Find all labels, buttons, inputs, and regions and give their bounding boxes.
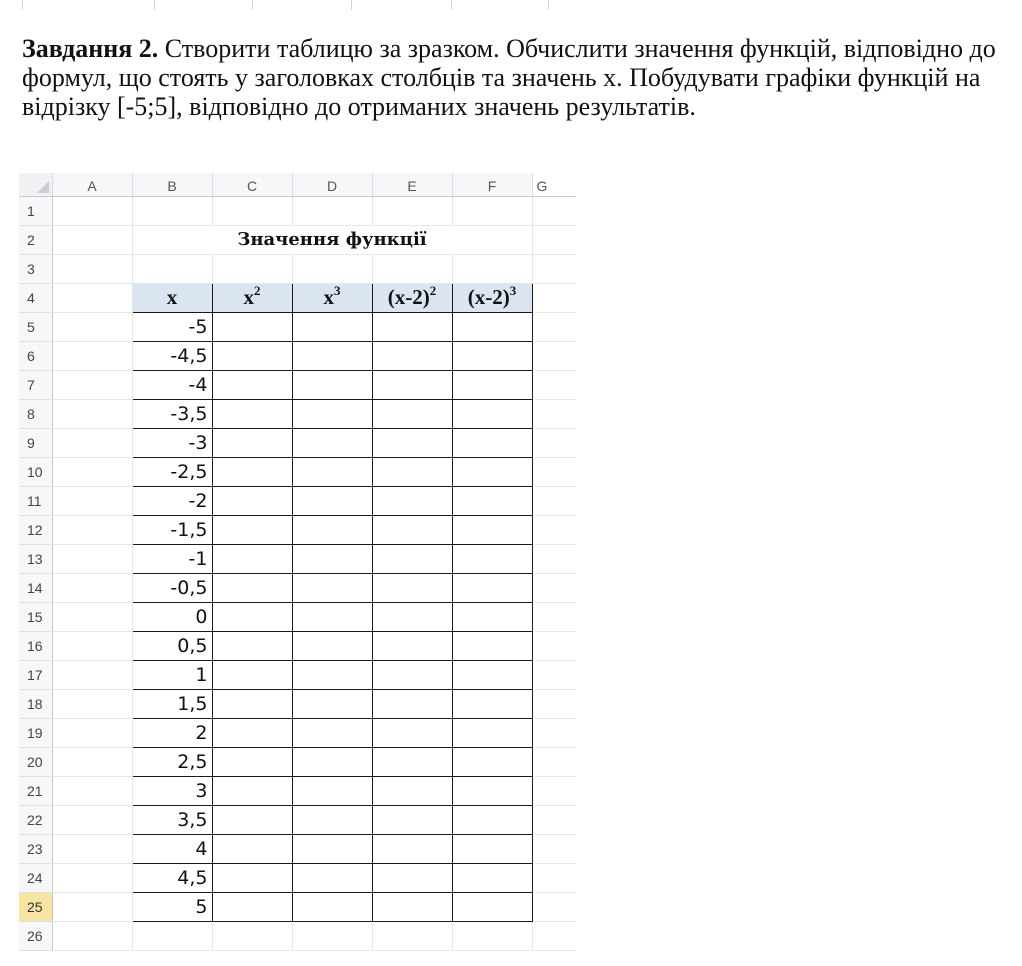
spreadsheet xyxy=(19,173,576,951)
header-x-minus-2-cubed[interactable] xyxy=(452,283,532,312)
cell-b26[interactable] xyxy=(132,921,212,950)
row-header-21[interactable]: 21 xyxy=(19,776,52,805)
cell-a19[interactable] xyxy=(52,718,132,747)
cell-a14[interactable] xyxy=(52,573,132,602)
row-header-6[interactable]: 6 xyxy=(19,341,52,370)
cell-b3[interactable] xyxy=(132,254,212,283)
result-cell-f13[interactable] xyxy=(452,544,532,573)
cell-a6[interactable] xyxy=(52,341,132,370)
cell-g25[interactable] xyxy=(532,892,576,921)
row-header-8[interactable]: 8 xyxy=(19,399,52,428)
sheet-row-26 xyxy=(19,921,576,950)
header-x-squared-base: x xyxy=(243,285,254,309)
result-cell-f7[interactable] xyxy=(452,370,532,399)
cell-a4[interactable] xyxy=(52,283,132,312)
sheet-row-24 xyxy=(19,863,576,892)
header-x-cubed-base: x xyxy=(323,285,334,309)
cell-a24[interactable] xyxy=(52,863,132,892)
result-cell-e13[interactable] xyxy=(372,544,452,573)
header-x-base: x xyxy=(166,285,178,309)
cell-e1[interactable] xyxy=(372,196,452,225)
result-cell-f6[interactable] xyxy=(452,341,532,370)
cell-g16[interactable] xyxy=(532,631,576,660)
cell-f26[interactable] xyxy=(452,921,532,950)
cell-g13[interactable] xyxy=(532,544,576,573)
row-header-12[interactable]: 12 xyxy=(19,515,52,544)
result-cell-e12[interactable] xyxy=(372,515,452,544)
result-cell-d13[interactable] xyxy=(292,544,372,573)
result-cell-d23[interactable] xyxy=(292,834,372,863)
result-cell-e23[interactable] xyxy=(372,834,452,863)
sheet-row-8 xyxy=(19,399,576,428)
result-cell-c17[interactable] xyxy=(212,660,292,689)
result-cell-e16[interactable] xyxy=(372,631,452,660)
result-cell-e15[interactable] xyxy=(372,602,452,631)
cell-e3[interactable] xyxy=(372,254,452,283)
cell-c26[interactable] xyxy=(212,921,292,950)
result-cell-c18[interactable] xyxy=(212,689,292,718)
sheet-row-5 xyxy=(19,312,576,341)
result-cell-c10[interactable] xyxy=(212,457,292,486)
row-header-20[interactable]: 20 xyxy=(19,747,52,776)
row-header-10[interactable]: 10 xyxy=(19,457,52,486)
select-all-corner[interactable] xyxy=(19,173,52,196)
result-cell-e18[interactable] xyxy=(372,689,452,718)
cell-g26[interactable] xyxy=(532,921,576,950)
sheet-row-18 xyxy=(19,689,576,718)
sheet-row-16 xyxy=(19,631,576,660)
row-header-5[interactable]: 5 xyxy=(19,312,52,341)
header-x-cubed-exponent: 3 xyxy=(334,283,341,298)
result-cell-e8[interactable] xyxy=(372,399,452,428)
result-cell-d19[interactable] xyxy=(292,718,372,747)
x-value-cell[interactable]: 5 xyxy=(132,892,212,921)
row-header-9[interactable]: 9 xyxy=(19,428,52,457)
x-value-cell[interactable]: 1 xyxy=(132,660,212,689)
x-value-cell[interactable]: 2,5 xyxy=(132,747,212,776)
cell-a5[interactable] xyxy=(52,312,132,341)
x-value-cell[interactable]: 3 xyxy=(132,776,212,805)
row-header-25[interactable]: 25 xyxy=(19,892,52,921)
x-value-cell[interactable]: -4 xyxy=(132,370,212,399)
result-cell-d8[interactable] xyxy=(292,399,372,428)
cell-a1[interactable] xyxy=(52,196,132,225)
cell-e26[interactable] xyxy=(372,921,452,950)
result-cell-c9[interactable] xyxy=(212,428,292,457)
sheet-row-15 xyxy=(19,602,576,631)
cell-g22[interactable] xyxy=(532,805,576,834)
result-cell-c6[interactable] xyxy=(212,341,292,370)
cell-f3[interactable] xyxy=(452,254,532,283)
result-cell-f8[interactable] xyxy=(452,399,532,428)
sheet-row-23 xyxy=(19,834,576,863)
cell-g11[interactable] xyxy=(532,486,576,515)
cell-a3[interactable] xyxy=(52,254,132,283)
cell-g21[interactable] xyxy=(532,776,576,805)
result-cell-f17[interactable] xyxy=(452,660,532,689)
result-cell-c25[interactable] xyxy=(212,892,292,921)
row-header-23[interactable]: 23 xyxy=(19,834,52,863)
x-value-cell[interactable]: -3,5 xyxy=(132,399,212,428)
header-x[interactable] xyxy=(132,283,212,312)
result-cell-c20[interactable] xyxy=(212,747,292,776)
row-header-18[interactable]: 18 xyxy=(19,689,52,718)
result-cell-e25[interactable] xyxy=(372,892,452,921)
x-value-cell[interactable]: 1,5 xyxy=(132,689,212,718)
result-cell-c21[interactable] xyxy=(212,776,292,805)
result-cell-d22[interactable] xyxy=(292,805,372,834)
sheet-row-19 xyxy=(19,718,576,747)
result-cell-e6[interactable] xyxy=(372,341,452,370)
row-header-19[interactable]: 19 xyxy=(19,718,52,747)
cell-g1[interactable] xyxy=(532,196,576,225)
result-cell-c5[interactable] xyxy=(212,312,292,341)
column-header-e[interactable]: E xyxy=(372,173,452,196)
column-header-f[interactable]: F xyxy=(452,173,532,196)
row-header-13[interactable]: 13 xyxy=(19,544,52,573)
table-title[interactable]: Значення функції xyxy=(132,225,532,254)
task-description xyxy=(22,34,1007,121)
row-header-4[interactable]: 4 xyxy=(19,283,52,312)
result-cell-f12[interactable] xyxy=(452,515,532,544)
cell-a26[interactable] xyxy=(52,921,132,950)
result-cell-c13[interactable] xyxy=(212,544,292,573)
cell-a25[interactable] xyxy=(52,892,132,921)
row-header-15[interactable]: 15 xyxy=(19,602,52,631)
header-x-cubed[interactable] xyxy=(292,283,372,312)
result-cell-e17[interactable] xyxy=(372,660,452,689)
result-cell-e19[interactable] xyxy=(372,718,452,747)
result-cell-f21[interactable] xyxy=(452,776,532,805)
cell-a16[interactable] xyxy=(52,631,132,660)
cell-g17[interactable] xyxy=(532,660,576,689)
result-cell-f22[interactable] xyxy=(452,805,532,834)
result-cell-f11[interactable] xyxy=(452,486,532,515)
x-value-cell[interactable]: -2,5 xyxy=(132,457,212,486)
cell-g20[interactable] xyxy=(532,747,576,776)
result-cell-c19[interactable] xyxy=(212,718,292,747)
column-header-d[interactable]: D xyxy=(292,173,372,196)
cell-g19[interactable] xyxy=(532,718,576,747)
result-cell-d14[interactable] xyxy=(292,573,372,602)
row-header-17[interactable]: 17 xyxy=(19,660,52,689)
sheet-row-12 xyxy=(19,515,576,544)
sheet-row-4 xyxy=(19,283,576,312)
result-cell-c23[interactable] xyxy=(212,834,292,863)
row-header-7[interactable]: 7 xyxy=(19,370,52,399)
cell-g3[interactable] xyxy=(532,254,576,283)
sheet-row-22 xyxy=(19,805,576,834)
result-cell-f18[interactable] xyxy=(452,689,532,718)
result-cell-f5[interactable] xyxy=(452,312,532,341)
cell-b1[interactable] xyxy=(132,196,212,225)
row-header-11[interactable]: 11 xyxy=(19,486,52,515)
result-cell-d24[interactable] xyxy=(292,863,372,892)
sheet-row-7 xyxy=(19,370,576,399)
x-value-cell[interactable]: 0,5 xyxy=(132,631,212,660)
row-header-14[interactable]: 14 xyxy=(19,573,52,602)
result-cell-d7[interactable] xyxy=(292,370,372,399)
result-cell-c22[interactable] xyxy=(212,805,292,834)
sheet-row-2 xyxy=(19,225,576,254)
row-header-1[interactable]: 1 xyxy=(19,196,52,225)
cell-d3[interactable] xyxy=(292,254,372,283)
cell-a21[interactable] xyxy=(52,776,132,805)
result-cell-e22[interactable] xyxy=(372,805,452,834)
cell-a10[interactable] xyxy=(52,457,132,486)
sheet-row-20 xyxy=(19,747,576,776)
x-value-cell[interactable]: 4,5 xyxy=(132,863,212,892)
result-cell-d5[interactable] xyxy=(292,312,372,341)
result-cell-e5[interactable] xyxy=(372,312,452,341)
sheet-row-14 xyxy=(19,573,576,602)
result-cell-c24[interactable] xyxy=(212,863,292,892)
result-cell-d15[interactable] xyxy=(292,602,372,631)
row-header-16[interactable]: 16 xyxy=(19,631,52,660)
row-header-24[interactable]: 24 xyxy=(19,863,52,892)
column-header-row xyxy=(19,173,576,196)
cell-g24[interactable] xyxy=(532,863,576,892)
header-x-minus-2-squared-base: (x-2) xyxy=(387,285,430,309)
header-x-minus-2-squared-exponent: 2 xyxy=(429,283,437,298)
result-cell-e7[interactable] xyxy=(372,370,452,399)
result-cell-d25[interactable] xyxy=(292,892,372,921)
cell-a15[interactable] xyxy=(52,602,132,631)
cell-a20[interactable] xyxy=(52,747,132,776)
cell-g4[interactable] xyxy=(532,283,576,312)
cell-g12[interactable] xyxy=(532,515,576,544)
cell-d1[interactable] xyxy=(292,196,372,225)
result-cell-e11[interactable] xyxy=(372,486,452,515)
column-header-g[interactable]: G xyxy=(532,173,576,196)
cell-a13[interactable] xyxy=(52,544,132,573)
column-header-b[interactable]: B xyxy=(132,173,212,196)
header-x-squared-exponent: 2 xyxy=(254,283,261,298)
cell-g15[interactable] xyxy=(532,602,576,631)
previous-grid-edge xyxy=(0,0,560,12)
x-value-cell[interactable]: -0,5 xyxy=(132,573,212,602)
result-cell-d11[interactable] xyxy=(292,486,372,515)
sheet-row-9 xyxy=(19,428,576,457)
cell-a22[interactable] xyxy=(52,805,132,834)
result-cell-d9[interactable] xyxy=(292,428,372,457)
header-x-minus-2-cubed-exponent: 3 xyxy=(509,283,517,298)
cell-g23[interactable] xyxy=(532,834,576,863)
row-header-3[interactable]: 3 xyxy=(19,254,52,283)
cell-a12[interactable] xyxy=(52,515,132,544)
result-cell-e20[interactable] xyxy=(372,747,452,776)
header-x-squared[interactable] xyxy=(212,283,292,312)
cell-a2[interactable] xyxy=(52,225,132,254)
x-value-cell[interactable]: -1,5 xyxy=(132,515,212,544)
cell-g2[interactable] xyxy=(532,225,576,254)
result-cell-f23[interactable] xyxy=(452,834,532,863)
result-cell-f14[interactable] xyxy=(452,573,532,602)
header-x-minus-2-squared[interactable] xyxy=(372,283,452,312)
cell-g7[interactable] xyxy=(532,370,576,399)
x-value-cell[interactable]: 0 xyxy=(132,602,212,631)
result-cell-c14[interactable] xyxy=(212,573,292,602)
result-cell-d20[interactable] xyxy=(292,747,372,776)
result-cell-d16[interactable] xyxy=(292,631,372,660)
cell-f1[interactable] xyxy=(452,196,532,225)
result-cell-e14[interactable] xyxy=(372,573,452,602)
cell-g18[interactable] xyxy=(532,689,576,718)
cell-g10[interactable] xyxy=(532,457,576,486)
row-header-26[interactable]: 26 xyxy=(19,921,52,950)
sheet-row-13 xyxy=(19,544,576,573)
cell-c1[interactable] xyxy=(212,196,292,225)
x-value-cell[interactable]: -5 xyxy=(132,312,212,341)
cell-g14[interactable] xyxy=(532,573,576,602)
result-cell-c15[interactable] xyxy=(212,602,292,631)
result-cell-d10[interactable] xyxy=(292,457,372,486)
result-cell-f16[interactable] xyxy=(452,631,532,660)
x-value-cell[interactable]: 2 xyxy=(132,718,212,747)
result-cell-d21[interactable] xyxy=(292,776,372,805)
sheet-row-25 xyxy=(19,892,576,921)
cell-a18[interactable] xyxy=(52,689,132,718)
result-cell-d17[interactable] xyxy=(292,660,372,689)
sheet-row-11 xyxy=(19,486,576,515)
cell-a9[interactable] xyxy=(52,428,132,457)
x-value-cell[interactable]: 4 xyxy=(132,834,212,863)
header-x-minus-2-cubed-base: (x-2) xyxy=(467,285,510,309)
result-cell-f20[interactable] xyxy=(452,747,532,776)
cell-a23[interactable] xyxy=(52,834,132,863)
cell-g6[interactable] xyxy=(532,341,576,370)
result-cell-e10[interactable] xyxy=(372,457,452,486)
x-value-cell[interactable]: 3,5 xyxy=(132,805,212,834)
result-cell-d18[interactable] xyxy=(292,689,372,718)
result-cell-f10[interactable] xyxy=(452,457,532,486)
sheet-row-17 xyxy=(19,660,576,689)
x-value-cell[interactable]: -2 xyxy=(132,486,212,515)
x-value-cell[interactable]: -3 xyxy=(132,428,212,457)
x-value-cell[interactable]: -4,5 xyxy=(132,341,212,370)
cell-a11[interactable] xyxy=(52,486,132,515)
result-cell-d12[interactable] xyxy=(292,515,372,544)
result-cell-e24[interactable] xyxy=(372,863,452,892)
cell-g5[interactable] xyxy=(532,312,576,341)
cell-a17[interactable] xyxy=(52,660,132,689)
sheet-row-10 xyxy=(19,457,576,486)
row-header-22[interactable]: 22 xyxy=(19,805,52,834)
cell-g9[interactable] xyxy=(532,428,576,457)
cell-g8[interactable] xyxy=(532,399,576,428)
column-header-c[interactable]: C xyxy=(212,173,292,196)
result-cell-c16[interactable] xyxy=(212,631,292,660)
result-cell-f25[interactable] xyxy=(452,892,532,921)
result-cell-c7[interactable] xyxy=(212,370,292,399)
x-value-cell[interactable]: -1 xyxy=(132,544,212,573)
cell-c3[interactable] xyxy=(212,254,292,283)
row-header-2[interactable]: 2 xyxy=(19,225,52,254)
result-cell-f19[interactable] xyxy=(452,718,532,747)
column-header-a[interactable]: A xyxy=(52,173,132,196)
spreadsheet-grid xyxy=(19,173,576,951)
result-cell-c8[interactable] xyxy=(212,399,292,428)
cell-a7[interactable] xyxy=(52,370,132,399)
sheet-row-1 xyxy=(19,196,576,225)
result-cell-e9[interactable] xyxy=(372,428,452,457)
cell-a8[interactable] xyxy=(52,399,132,428)
result-cell-d6[interactable] xyxy=(292,341,372,370)
result-cell-c11[interactable] xyxy=(212,486,292,515)
result-cell-f24[interactable] xyxy=(452,863,532,892)
result-cell-f9[interactable] xyxy=(452,428,532,457)
sheet-row-21 xyxy=(19,776,576,805)
task-text: Створити таблицю за зразком. Обчислити значення функцій, відповідно до формул, що стоять у заголовках столбців та значень х. Побудувати графіки функцій на відрізку [-5;5], відповідно до отриманих значень результатів. xyxy=(22,34,996,121)
cell-d26[interactable] xyxy=(292,921,372,950)
task-label: Завдання 2. xyxy=(22,34,159,63)
sheet-row-3 xyxy=(19,254,576,283)
result-cell-c12[interactable] xyxy=(212,515,292,544)
sheet-row-6 xyxy=(19,341,576,370)
result-cell-f15[interactable] xyxy=(452,602,532,631)
result-cell-e21[interactable] xyxy=(372,776,452,805)
